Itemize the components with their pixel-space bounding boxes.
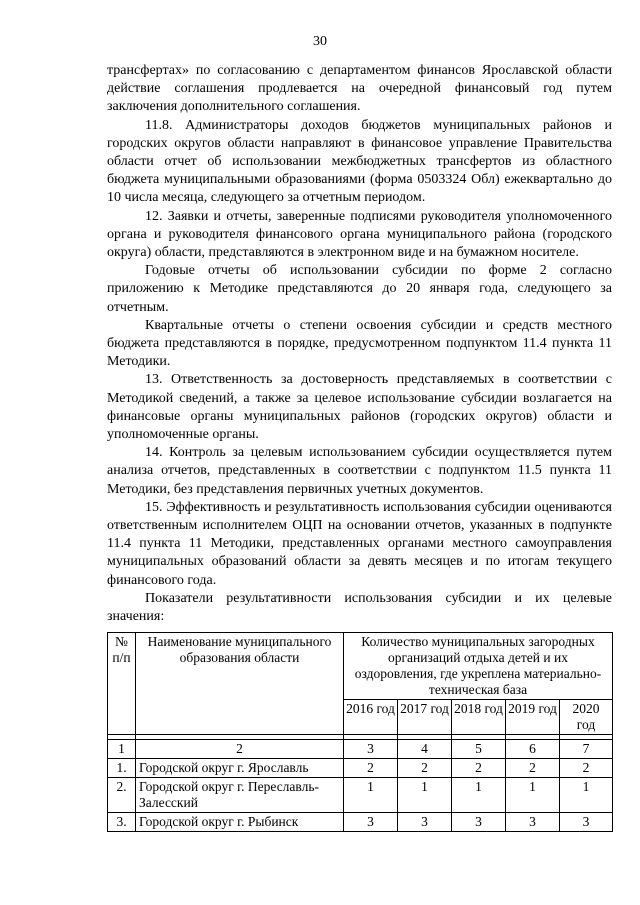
paragraph-continuation: трансфертах» по согласованию с департаментом финансов Ярославской области действие соглашения продлевается на очередной финансовый год путем заключения дополнительного соглашения. [107,63,612,115]
table-row [108,759,613,778]
table-cell: 3 [506,813,560,832]
paragraph-indicators-intro: Показатели результативности использования субсидии и их целевые значения: [107,590,612,625]
column-number: 2 [136,740,344,759]
header-municipality: Наименование муниципального образования области [136,633,344,735]
table-cell: 1 [506,778,560,813]
municipality-name: Городской округ г. Ярославль [136,759,344,778]
table-cell: 3 [344,813,398,832]
row-number: 3. [108,813,136,832]
paragraph-annual-reports: Годовые отчеты об использовании субсидии по форме 2 согласно приложению к Методике представляются до 20 января года, следующего за отчетным. [107,263,612,315]
table-cell: 1 [398,778,452,813]
column-number: 1 [108,740,136,759]
header-year: 2019 год [506,700,560,735]
municipality-name: Городской округ г. Переславль-Залесский [136,778,344,813]
table-cell: 2 [452,759,506,778]
paragraph-13: 13. Ответственность за достоверность представляемых в соответствии с Методикой сведений, а также за целевое использование субсидии возлагается на финансовые органы муниципальных районов (городских округов) области и уполномоченные органы. [107,372,612,443]
table-cell: 3 [452,813,506,832]
body-text [107,62,612,626]
table-numbering-row [108,740,613,759]
municipality-name: Городской округ г. Рыбинск [136,813,344,832]
table-cell: 1 [452,778,506,813]
paragraph-11-8: 11.8. Администраторы доходов бюджетов муниципальных районов и городских округов области направляют в финансовое управление Правительства области отчет об использовании межбюджетных трансфертов из областного бюджета муниципальными образованиями (форма 0503324 Обл) ежеквартально до 10 числа месяца, следующего за отчетным периодом. [107,117,612,206]
column-number: 7 [560,740,613,759]
column-number: 4 [398,740,452,759]
paragraph-15: 15. Эффективность и результативность использования субсидии оцениваются ответственным исполнителем ОЦП на основании отчетов, указанных в подпункте 11.4 пункта 11 Методики, представленных органами местного самоуправления муниципальных образований области за девять месяцев и по итогам текущего финансового года. [107,499,612,588]
table-cell: 1 [560,778,613,813]
column-number: 5 [452,740,506,759]
header-year: 2018 год [452,700,506,735]
header-year: 2017 год [398,700,452,735]
table-cell: 2 [344,759,398,778]
header-year: 2016 год [344,700,398,735]
table-cell: 3 [560,813,613,832]
row-number: 2. [108,778,136,813]
table-cell: 3 [398,813,452,832]
header-count-group: Количество муниципальных загородных организаций отдыха детей и их оздоровления, где укреплена материально-техническая база [344,633,613,700]
page-number: 30 [313,34,327,49]
table-cell: 2 [398,759,452,778]
header-number: № п/п [108,633,136,735]
header-year: 2020 год [560,700,613,735]
row-number: 1. [108,759,136,778]
table-cell: 2 [506,759,560,778]
paragraph-12: 12. Заявки и отчеты, заверенные подписями руководителя уполномоченного органа и руководителя финансового органа муниципального района (городского округа) области, представляются в электронном виде и на бумажном носителе. [107,208,612,261]
table-row [108,813,613,832]
table-row [108,778,613,813]
indicators-table [107,632,613,832]
column-number: 6 [506,740,560,759]
table-header-row [108,633,613,700]
table-cell: 1 [344,778,398,813]
paragraph-quarterly-reports: Квартальные отчеты о степени освоения субсидии и средств местного бюджета представляются в порядке, предусмотренном подпунктом 11.4 пункта 11 Методики. [107,317,612,370]
table-cell: 2 [560,759,613,778]
paragraph-14: 14. Контроль за целевым использованием субсидии осуществляется путем анализа отчетов, представленных в соответствии с подпунктом 11.5 пункта 11 Методики, без представления первичных учетных документов. [107,445,612,497]
column-number: 3 [344,740,398,759]
